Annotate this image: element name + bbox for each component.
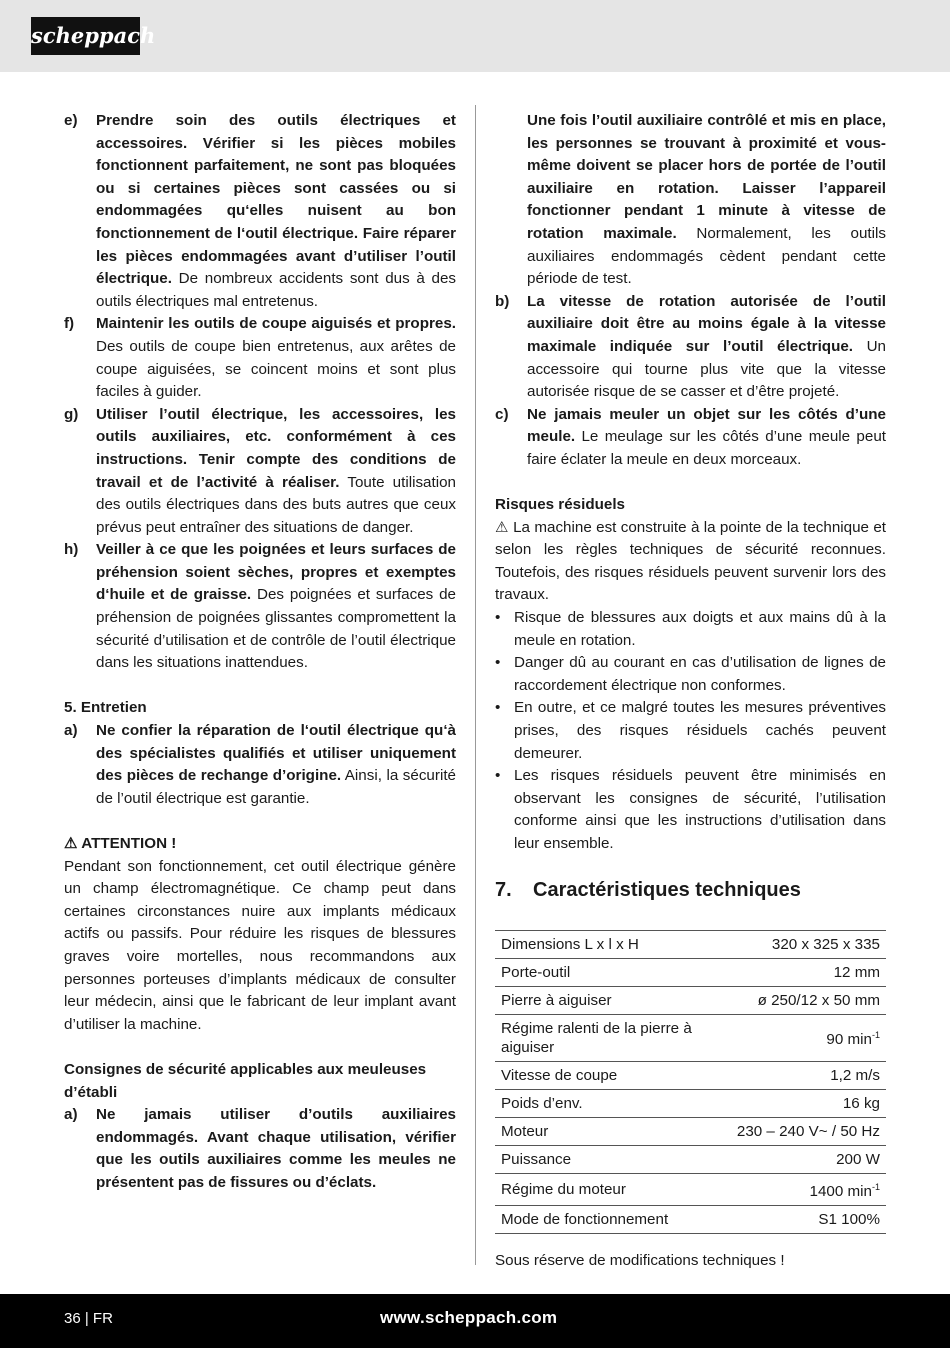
column-divider: [475, 105, 476, 1265]
table-row: [495, 958, 886, 986]
page-header: [0, 0, 950, 72]
item-label: f): [64, 315, 75, 333]
residual-risks-list: [495, 607, 886, 856]
spec-value: 200 W: [731, 1145, 886, 1173]
maintenance-heading: 5. Entretien: [64, 699, 147, 717]
table-row: [495, 1173, 886, 1205]
item-text: Ne confier la réparation de l‘outil électrique qu‘à des spécialistes qualifiés et utiliser uniquement des pièces de rechange d’origine. Ainsi, la sécurité de l’outil électrique est garantie.: [96, 722, 456, 807]
item-text: Veiller à ce que les poignées et leurs surfaces de préhension soient sèches, propres et exemptes d‘huile et de graisse. Des poignées et surfaces de préhension de poignées glissantes compromettent la sécurité d’utilisation et de contrôle de l’outil électrique dans les situations inattendues.: [96, 541, 456, 672]
item-label: c): [495, 405, 509, 423]
spec-value: 320 x 325 x 335: [731, 930, 886, 958]
grinder-safety-heading: Consignes de sécurité applicables aux meuleuses d’établi: [64, 1060, 427, 1101]
list-item: [64, 110, 456, 313]
maintenance-item: [64, 720, 456, 810]
page-footer: [0, 1294, 950, 1348]
bullet-text: Les risques résiduels peuvent être minimisés en observant les consignes de sécurité, l’utilisation conforme ainsi que les instructions d’utilisation dans leur ensemble.: [514, 767, 886, 852]
spec-value-exponent: -1: [871, 1030, 880, 1041]
table-row: [495, 1145, 886, 1173]
brand-logo: scheppach: [31, 17, 140, 55]
list-item: [495, 697, 886, 765]
spec-label: Moteur: [495, 1117, 731, 1145]
grinder-item-continuation: Une fois l’outil auxiliaire contrôlé et mis en place, les personnes se trouvant à proximité et vous-même doivent se placer hors de portée de l’outil auxiliaire en rotation. Laisser l’appareil fonctionner pendant 1 minute à vitesse de rotation maximale. Normalement, les outils auxiliaires endommagés cèdent pendant cette période de test.: [527, 112, 886, 288]
list-item: [64, 539, 456, 675]
spec-label: Régime ralenti de la pierre à aiguiser: [495, 1014, 731, 1061]
spec-label: Vitesse de coupe: [495, 1061, 731, 1089]
residual-risks-heading: Risques résiduels: [495, 496, 625, 514]
spec-label: Porte-outil: [495, 958, 731, 986]
bullet-text: En outre, et ce malgré toutes les mesures préventives prises, des risques résiduels cachés peuvent demeurer.: [514, 699, 886, 762]
spec-value: 90 $\min^{-1}$: [731, 1014, 886, 1061]
item-label: h): [64, 541, 79, 559]
spec-value: 230 – 240 V~ / 50 Hz: [731, 1117, 886, 1145]
grinder-item: [64, 1104, 456, 1194]
table-row: [495, 1117, 886, 1145]
bullet-text: Danger dû au courant en cas d’utilisation de lignes de raccordement électrique non conformes.: [514, 654, 886, 694]
item-label: a): [64, 1106, 78, 1124]
table-row: [495, 986, 886, 1014]
left-column: [64, 110, 456, 1195]
bullet-icon: •: [495, 654, 501, 672]
table-row: [495, 1089, 886, 1117]
section-title: [495, 876, 886, 904]
attention-text: Pendant son fonctionnement, cet outil électrique génère un champ électromagnétique. Ce champ peut dans certaines circonstances nuire aux implants médicaux actifs ou passifs. Pour réduire les risques de blessures graves voire mortelles, nous recommandons aux personnes porteuses d’implants médicaux de consulter leur médecin, ainsi que le fabricant de leur implant avant d’utiliser la machine.: [64, 857, 456, 1033]
spec-value: 16 kg: [731, 1089, 886, 1117]
spec-value: 1,2 m/s: [731, 1061, 886, 1089]
table-row: [495, 1205, 886, 1233]
bullet-icon: •: [495, 699, 501, 717]
modification-note: Sous réserve de modifications techniques !: [495, 1251, 785, 1269]
item-label: e): [64, 112, 78, 129]
spec-label: Dimensions L x l x H: [495, 930, 731, 958]
spec-label: Mode de fonctionnement: [495, 1205, 731, 1233]
website-link[interactable]: www.scheppach.com: [380, 1308, 558, 1327]
item-text: Prendre soin des outils électriques et accessoires. Vérifier si les pièces mobiles fonctionnent parfaitement, ne sont pas bloquées ou si certaines pièces sont cassées ou si endommagées qu‘elles nuisent au bon fonctionnement de l‘outil électrique. Faire réparer les pièces endommagées avant d’utiliser l’outil électrique. De nombreux accidents sont dus à des outils électriques mal entretenus.: [96, 112, 456, 310]
item-label: b): [495, 292, 510, 310]
list-item: [495, 404, 886, 472]
spec-value: ø 250/12 x 50 mm: [731, 986, 886, 1014]
attention-heading: ⚠ ATTENTION !: [64, 835, 177, 852]
bullet-icon: •: [495, 609, 501, 627]
table-row: [495, 1061, 886, 1089]
list-item: [495, 607, 886, 652]
item-text: Utiliser l’outil électrique, les accessoires, les outils auxiliaires, etc. conformément à ces instructions. Tenir compte des conditions de travail et de l’activité à réaliser. Toute utilisation des outils électriques dans des buts autres que ceux prévus peut entraîner des situations de danger.: [96, 405, 456, 536]
spec-label: Régime du moteur: [495, 1173, 731, 1205]
specifications-table: [495, 930, 886, 1234]
section-title-text: Caractéristiques techniques: [533, 878, 801, 901]
right-column: [495, 110, 886, 1272]
bullet-icon: •: [495, 767, 501, 785]
table-row: [495, 1014, 886, 1061]
item-text: La vitesse de rotation autorisée de l’outil auxiliaire doit être au moins égale à la vitesse maximale indiquée sur l’outil électrique. Un accessoire qui tourne plus vite que la vitesse autorisée risque de se casser et d’être projeté.: [527, 292, 886, 401]
bullet-text: Risque de blessures aux doigts et aux mains dû à la meule en rotation.: [514, 609, 886, 649]
item-text: Ne jamais utiliser d’outils auxiliaires endommagés. Avant chaque utilisation, vérifier que les outils auxiliaires comme les meules ne présentent pas de fissures ou d’éclats.: [96, 1106, 456, 1191]
grinder-items-list: [495, 291, 886, 472]
item-label: g): [64, 405, 79, 423]
spec-label: Pierre à aiguiser: [495, 986, 731, 1014]
list-item: [495, 765, 886, 855]
residual-risks-intro: ⚠ La machine est construite à la pointe de la technique et selon les règles techniques de sécurité reconnues. Toutefois, des risques résiduels peuvent survenir lors des travaux.: [495, 518, 886, 604]
list-item: [64, 404, 456, 540]
safety-items-list: [64, 110, 456, 675]
list-item: [495, 291, 886, 404]
spec-label: Poids d’env.: [495, 1089, 731, 1117]
page-number: 36 | FR: [64, 1310, 113, 1327]
list-item: [64, 313, 456, 403]
spec-value: 12 mm: [731, 958, 886, 986]
section-number: 7.: [495, 878, 512, 901]
spec-value: S1 100%: [731, 1205, 886, 1233]
table-row: [495, 930, 886, 958]
item-label: a): [64, 722, 78, 740]
item-text: Maintenir les outils de coupe aiguisés et propres. Des outils de coupe bien entretenus, aux arêtes de coupe aiguisées, se coincent moins et sont plus faciles à guider.: [96, 315, 456, 401]
spec-label: Puissance: [495, 1145, 731, 1173]
spec-value: 1400 $\min^{-1}$: [731, 1173, 886, 1205]
list-item: [495, 652, 886, 697]
spec-value-exponent: -1: [871, 1181, 880, 1192]
item-text: Ne jamais meuler un objet sur les côtés d’une meule. Le meulage sur les côtés d’une meule peut faire éclater la meule en deux morceaux.: [527, 405, 886, 468]
